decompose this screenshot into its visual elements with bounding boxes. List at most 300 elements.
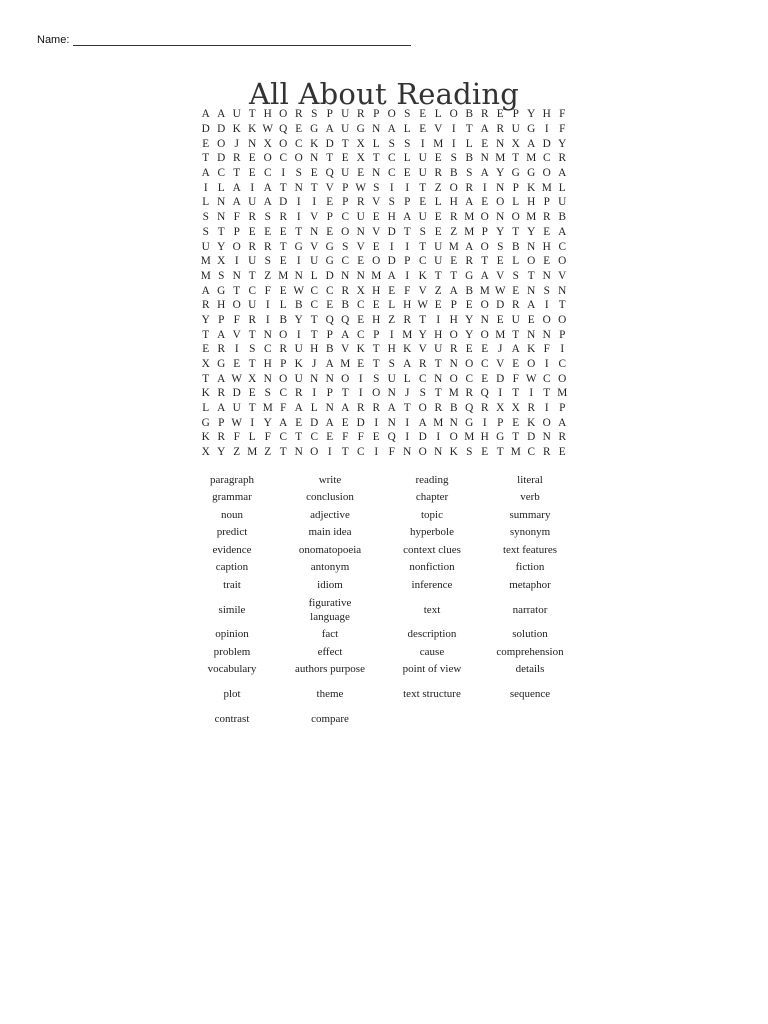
grid-row (198, 386, 570, 401)
grid-letter: H (263, 358, 272, 371)
word-bank-item: point of view (402, 663, 462, 676)
grid-letter: N (372, 123, 381, 136)
grid-letter: N (263, 372, 272, 385)
grid-letter: C (387, 167, 396, 180)
grid-row (198, 239, 570, 254)
grid-letter: J (234, 137, 239, 150)
grid-letter: J (405, 387, 410, 400)
grid-letter: S (264, 387, 271, 400)
grid-letter: K (418, 269, 427, 282)
grid-letter: I (436, 431, 441, 444)
grid-letter: O (310, 446, 319, 459)
grid-letter: N (496, 211, 505, 224)
grid-letter: T (450, 269, 458, 282)
grid-letter: Y (558, 137, 567, 150)
grid-letter: D (356, 416, 365, 429)
grid-letter: O (263, 152, 272, 165)
word-bank-item: summary (509, 508, 551, 521)
name-underline[interactable] (73, 35, 411, 46)
grid-letter: T (465, 123, 473, 136)
grid-letter: E (419, 123, 427, 136)
grid-letter: E (295, 123, 303, 136)
grid-letter: P (481, 225, 488, 238)
grid-letter: P (559, 328, 566, 341)
grid-letter: L (202, 196, 210, 209)
grid-letter: V (325, 181, 334, 194)
grid-letter: O (232, 240, 241, 253)
grid-letter: N (356, 225, 365, 238)
grid-letter: N (310, 372, 319, 385)
grid-letter: Z (264, 446, 272, 459)
grid-letter: T (310, 313, 318, 326)
grid-letter: Y (496, 167, 505, 180)
grid-letter: L (512, 255, 520, 268)
grid-letter: T (481, 255, 489, 268)
grid-letter: Z (434, 181, 442, 194)
grid-letter: R (527, 402, 536, 415)
grid-letter: M (464, 431, 475, 444)
grid-letter: M (464, 225, 475, 238)
grid-letter: E (543, 255, 551, 268)
grid-letter: B (511, 240, 520, 253)
grid-letter: A (558, 167, 567, 180)
grid-letter: O (558, 372, 567, 385)
grid-letter: E (202, 343, 210, 356)
grid-letter: I (544, 358, 549, 371)
grid-letter: S (404, 108, 411, 121)
grid-letter: A (465, 240, 474, 253)
grid-letter: E (248, 387, 256, 400)
grid-letter: R (418, 358, 427, 371)
grid-letter: O (217, 137, 226, 150)
grid-letter: Y (418, 328, 427, 341)
grid-letter: C (542, 372, 551, 385)
grid-letter: A (294, 402, 303, 415)
grid-letter: A (201, 167, 210, 180)
grid-letter: Y (465, 313, 474, 326)
grid-letter: I (405, 269, 410, 282)
word-bank-item: text (423, 603, 441, 616)
grid-letter: A (341, 328, 350, 341)
grid-letter: W (231, 416, 243, 429)
grid-letter: D (418, 431, 427, 444)
grid-letter: Y (217, 240, 226, 253)
grid-letter: C (480, 358, 489, 371)
grid-letter: S (264, 255, 271, 268)
grid-letter: T (248, 269, 256, 282)
grid-letter: K (310, 137, 319, 150)
grid-letter: G (294, 240, 303, 253)
grid-letter: F (233, 211, 240, 224)
grid-letter: B (558, 211, 567, 224)
grid-letter: C (341, 255, 350, 268)
grid-letter: R (542, 211, 551, 224)
grid-letter: G (511, 167, 520, 180)
grid-letter: I (389, 240, 394, 253)
grid-letter: V (496, 358, 505, 371)
grid-letter: R (511, 299, 520, 312)
grid-letter: T (248, 108, 256, 121)
grid-letter: E (372, 211, 380, 224)
grid-letter: E (341, 416, 349, 429)
word-bank-item: vocabulary (207, 663, 257, 676)
grid-letter: I (482, 416, 487, 429)
word-bank-item: metaphor (509, 578, 551, 591)
grid-letter: F (342, 431, 349, 444)
grid-letter: T (419, 313, 427, 326)
grid-row (198, 401, 570, 416)
grid-letter: X (201, 446, 210, 459)
grid-letter: B (341, 299, 350, 312)
grid-letter: R (294, 108, 303, 121)
grid-letter: O (480, 299, 489, 312)
grid-letter: S (543, 284, 550, 297)
grid-letter: I (358, 387, 363, 400)
grid-letter: E (326, 299, 334, 312)
grid-letter: R (201, 299, 210, 312)
grid-letter: E (419, 196, 427, 209)
grid-letter: U (558, 196, 567, 209)
grid-letter: E (326, 431, 334, 444)
word-bank (183, 471, 575, 728)
grid-letter: B (465, 108, 474, 121)
grid-letter: G (356, 123, 365, 136)
grid-letter: R (217, 387, 226, 400)
grid-letter: O (542, 313, 551, 326)
grid-letter: L (434, 108, 442, 121)
grid-letter: E (527, 313, 535, 326)
grid-letter: I (436, 313, 441, 326)
word-bank-item: authors purpose (295, 663, 365, 676)
grid-letter: O (527, 255, 536, 268)
grid-letter: T (202, 372, 210, 385)
grid-letter: W (293, 284, 305, 297)
grid-letter: Q (325, 167, 334, 180)
word-bank-item: topic (421, 508, 443, 521)
grid-letter: A (558, 225, 567, 238)
grid-letter: N (527, 328, 536, 341)
grid-letter: F (357, 431, 364, 444)
grid-letter: E (295, 416, 303, 429)
grid-letter: E (481, 446, 489, 459)
grid-letter: K (527, 343, 536, 356)
grid-letter: M (526, 211, 537, 224)
grid-letter: J (498, 343, 503, 356)
grid-letter: V (418, 284, 427, 297)
grid-letter: E (372, 240, 380, 253)
grid-letter: U (511, 313, 520, 326)
word-bank-item: plot (223, 688, 241, 700)
grid-letter: V (372, 225, 381, 238)
grid-letter: E (248, 225, 256, 238)
grid-letter: P (326, 108, 333, 121)
grid-letter: S (218, 269, 225, 282)
grid-letter: C (418, 372, 427, 385)
grid-letter: T (202, 152, 210, 165)
grid-row (198, 313, 570, 328)
grid-letter: R (279, 343, 288, 356)
word-bank-item: simile (218, 603, 246, 616)
grid-letter: Z (264, 269, 272, 282)
grid-letter: T (279, 446, 287, 459)
grid-letter: S (419, 387, 426, 400)
word-bank-item: fiction (515, 561, 545, 574)
grid-letter: Y (496, 225, 505, 238)
grid-letter: C (279, 431, 288, 444)
grid-letter: G (325, 240, 334, 253)
grid-letter: C (341, 211, 350, 224)
grid-row (198, 283, 570, 298)
grid-letter: A (341, 402, 350, 415)
word-bank-item: reading (415, 473, 449, 486)
grid-letter: C (263, 167, 272, 180)
grid-letter: L (279, 299, 287, 312)
grid-row (198, 210, 570, 225)
grid-letter: O (387, 108, 396, 121)
grid-letter: P (342, 181, 349, 194)
grid-letter: N (325, 372, 334, 385)
grid-letter: E (326, 225, 334, 238)
grid-letter: D (542, 137, 551, 150)
grid-letter: I (451, 123, 456, 136)
grid-letter: U (248, 196, 257, 209)
grid-letter: T (512, 387, 520, 400)
grid-letter: O (232, 299, 241, 312)
grid-letter: S (202, 225, 209, 238)
grid-letter: R (217, 431, 226, 444)
grid-letter: H (542, 108, 551, 121)
grid-letter: L (310, 402, 318, 415)
grid-letter: S (388, 358, 395, 371)
grid-letter: C (310, 299, 319, 312)
grid-letter: H (480, 431, 489, 444)
word-bank-item: literal (517, 473, 543, 486)
grid-letter: C (248, 284, 257, 297)
grid-letter: E (419, 108, 427, 121)
grid-letter: C (465, 372, 474, 385)
grid-letter: R (465, 387, 474, 400)
grid-letter: V (558, 269, 567, 282)
grid-letter: S (249, 343, 256, 356)
grid-letter: O (449, 181, 458, 194)
word-bank-item: verb (520, 491, 540, 504)
grid-letter: Z (450, 225, 458, 238)
grid-letter: O (279, 328, 288, 341)
word-bank-item: inference (411, 578, 453, 591)
grid-letter: S (388, 196, 395, 209)
word-bank-item: description (407, 628, 457, 641)
grid-letter: C (310, 431, 319, 444)
grid-letter: U (248, 255, 257, 268)
grid-letter: I (544, 402, 549, 415)
name-field[interactable] (37, 34, 411, 46)
grid-letter: O (480, 328, 489, 341)
grid-letter: A (403, 211, 412, 224)
grid-letter: N (294, 181, 303, 194)
grid-letter: C (279, 387, 288, 400)
grid-letter: Z (233, 446, 241, 459)
grid-letter: S (264, 211, 271, 224)
grid-letter: R (356, 402, 365, 415)
grid-letter: E (481, 372, 489, 385)
grid-letter: M (433, 137, 444, 150)
grid-letter: L (434, 196, 442, 209)
grid-letter: S (202, 211, 209, 224)
grid-letter: O (496, 196, 505, 209)
grid-letter: M (262, 402, 273, 415)
grid-row (198, 430, 570, 445)
grid-letter: D (527, 431, 536, 444)
grid-letter: E (512, 416, 520, 429)
grid-letter: E (357, 255, 365, 268)
grid-letter: U (511, 123, 520, 136)
grid-letter: I (405, 240, 410, 253)
grid-letter: C (310, 284, 319, 297)
grid-letter: I (544, 299, 549, 312)
grid-letter: T (434, 387, 442, 400)
grid-letter: H (310, 343, 319, 356)
word-bank-item: comprehension (496, 645, 564, 658)
grid-letter: A (279, 416, 288, 429)
grid-letter: E (248, 152, 256, 165)
grid-letter: M (557, 387, 568, 400)
grid-letter: Y (527, 225, 536, 238)
grid-letter: S (450, 152, 457, 165)
grid-letter: T (233, 284, 241, 297)
grid-letter: R (480, 108, 489, 121)
grid-letter: M (495, 152, 506, 165)
grid-letter: K (356, 343, 365, 356)
grid-letter: A (217, 108, 226, 121)
grid-letter: S (373, 372, 380, 385)
grid-letter: K (201, 387, 210, 400)
grid-letter: I (234, 255, 239, 268)
word-bank-item: idiom (317, 578, 343, 591)
word-bank-item: paragraph (210, 473, 254, 486)
grid-letter: I (529, 387, 534, 400)
grid-letter: U (434, 240, 443, 253)
grid-letter: C (558, 358, 567, 371)
grid-letter: S (342, 240, 349, 253)
grid-letter: H (542, 240, 551, 253)
grid-letter: Q (480, 387, 489, 400)
word-bank-item: conclusion (306, 491, 354, 504)
grid-letter: I (327, 446, 332, 459)
grid-letter: Y (465, 328, 474, 341)
word-bank-item: fact (321, 628, 339, 641)
grid-letter: M (541, 181, 552, 194)
grid-letter: T (233, 167, 241, 180)
grid-letter: T (512, 225, 520, 238)
grid-letter: T (434, 269, 442, 282)
grid-letter: E (357, 167, 365, 180)
grid-letter: S (466, 167, 473, 180)
grid-letter: C (217, 167, 226, 180)
word-bank-item: cause (419, 645, 445, 658)
grid-letter: A (325, 123, 334, 136)
grid-letter: O (449, 108, 458, 121)
grid-letter: H (387, 211, 396, 224)
grid-letter: K (527, 181, 536, 194)
grid-letter: B (325, 343, 334, 356)
grid-letter: A (217, 328, 226, 341)
grid-letter: R (232, 152, 241, 165)
grid-letter: O (542, 167, 551, 180)
grid-letter: U (232, 402, 241, 415)
grid-letter: R (434, 402, 443, 415)
word-bank-item: sequence (509, 688, 551, 700)
grid-letter: H (449, 313, 458, 326)
word-bank-item: antonym (310, 561, 350, 574)
grid-letter: U (356, 211, 365, 224)
grid-letter: P (326, 328, 333, 341)
grid-letter: G (527, 167, 536, 180)
grid-letter: S (466, 446, 473, 459)
grid-letter: R (449, 211, 458, 224)
grid-letter: T (326, 152, 334, 165)
grid-letter: N (356, 269, 365, 282)
grid-letter: M (526, 152, 537, 165)
grid-letter: A (527, 137, 536, 150)
grid-letter: U (341, 108, 350, 121)
grid-letter: N (527, 284, 536, 297)
grid-letter: W (231, 372, 243, 385)
grid-letter: A (232, 181, 241, 194)
grid-letter: V (310, 211, 319, 224)
grid-letter: F (559, 123, 566, 136)
grid-letter: V (310, 240, 319, 253)
grid-letter: D (279, 196, 288, 209)
grid-letter: T (279, 181, 287, 194)
grid-letter: R (341, 284, 350, 297)
grid-letter: K (449, 446, 458, 459)
grid-letter: I (405, 431, 410, 444)
grid-letter: R (434, 167, 443, 180)
grid-letter: R (372, 402, 381, 415)
grid-letter: B (449, 402, 458, 415)
grid-row (198, 269, 570, 284)
grid-letter: G (496, 431, 505, 444)
grid-letter: C (263, 343, 272, 356)
grid-letter: T (419, 181, 427, 194)
grid-letter: M (200, 269, 211, 282)
grid-letter: N (248, 137, 257, 150)
grid-letter: K (294, 358, 303, 371)
grid-letter: H (527, 196, 536, 209)
grid-letter: A (387, 123, 396, 136)
grid-letter: O (279, 108, 288, 121)
grid-letter: X (263, 137, 272, 150)
grid-letter: X (496, 402, 505, 415)
grid-letter: I (498, 387, 503, 400)
grid-letter: R (217, 343, 226, 356)
grid-letter: P (404, 196, 411, 209)
grid-row (198, 180, 570, 195)
grid-letter: F (233, 431, 240, 444)
grid-letter: E (279, 284, 287, 297)
grid-letter: S (311, 108, 318, 121)
grid-letter: I (389, 328, 394, 341)
grid-letter: L (372, 137, 380, 150)
grid-letter: I (374, 416, 379, 429)
grid-letter: Q (325, 313, 334, 326)
grid-letter: C (356, 446, 365, 459)
grid-letter: Y (527, 108, 536, 121)
grid-letter: M (247, 446, 258, 459)
grid-row (198, 225, 570, 240)
grid-letter: E (434, 211, 442, 224)
grid-letter: T (341, 446, 349, 459)
